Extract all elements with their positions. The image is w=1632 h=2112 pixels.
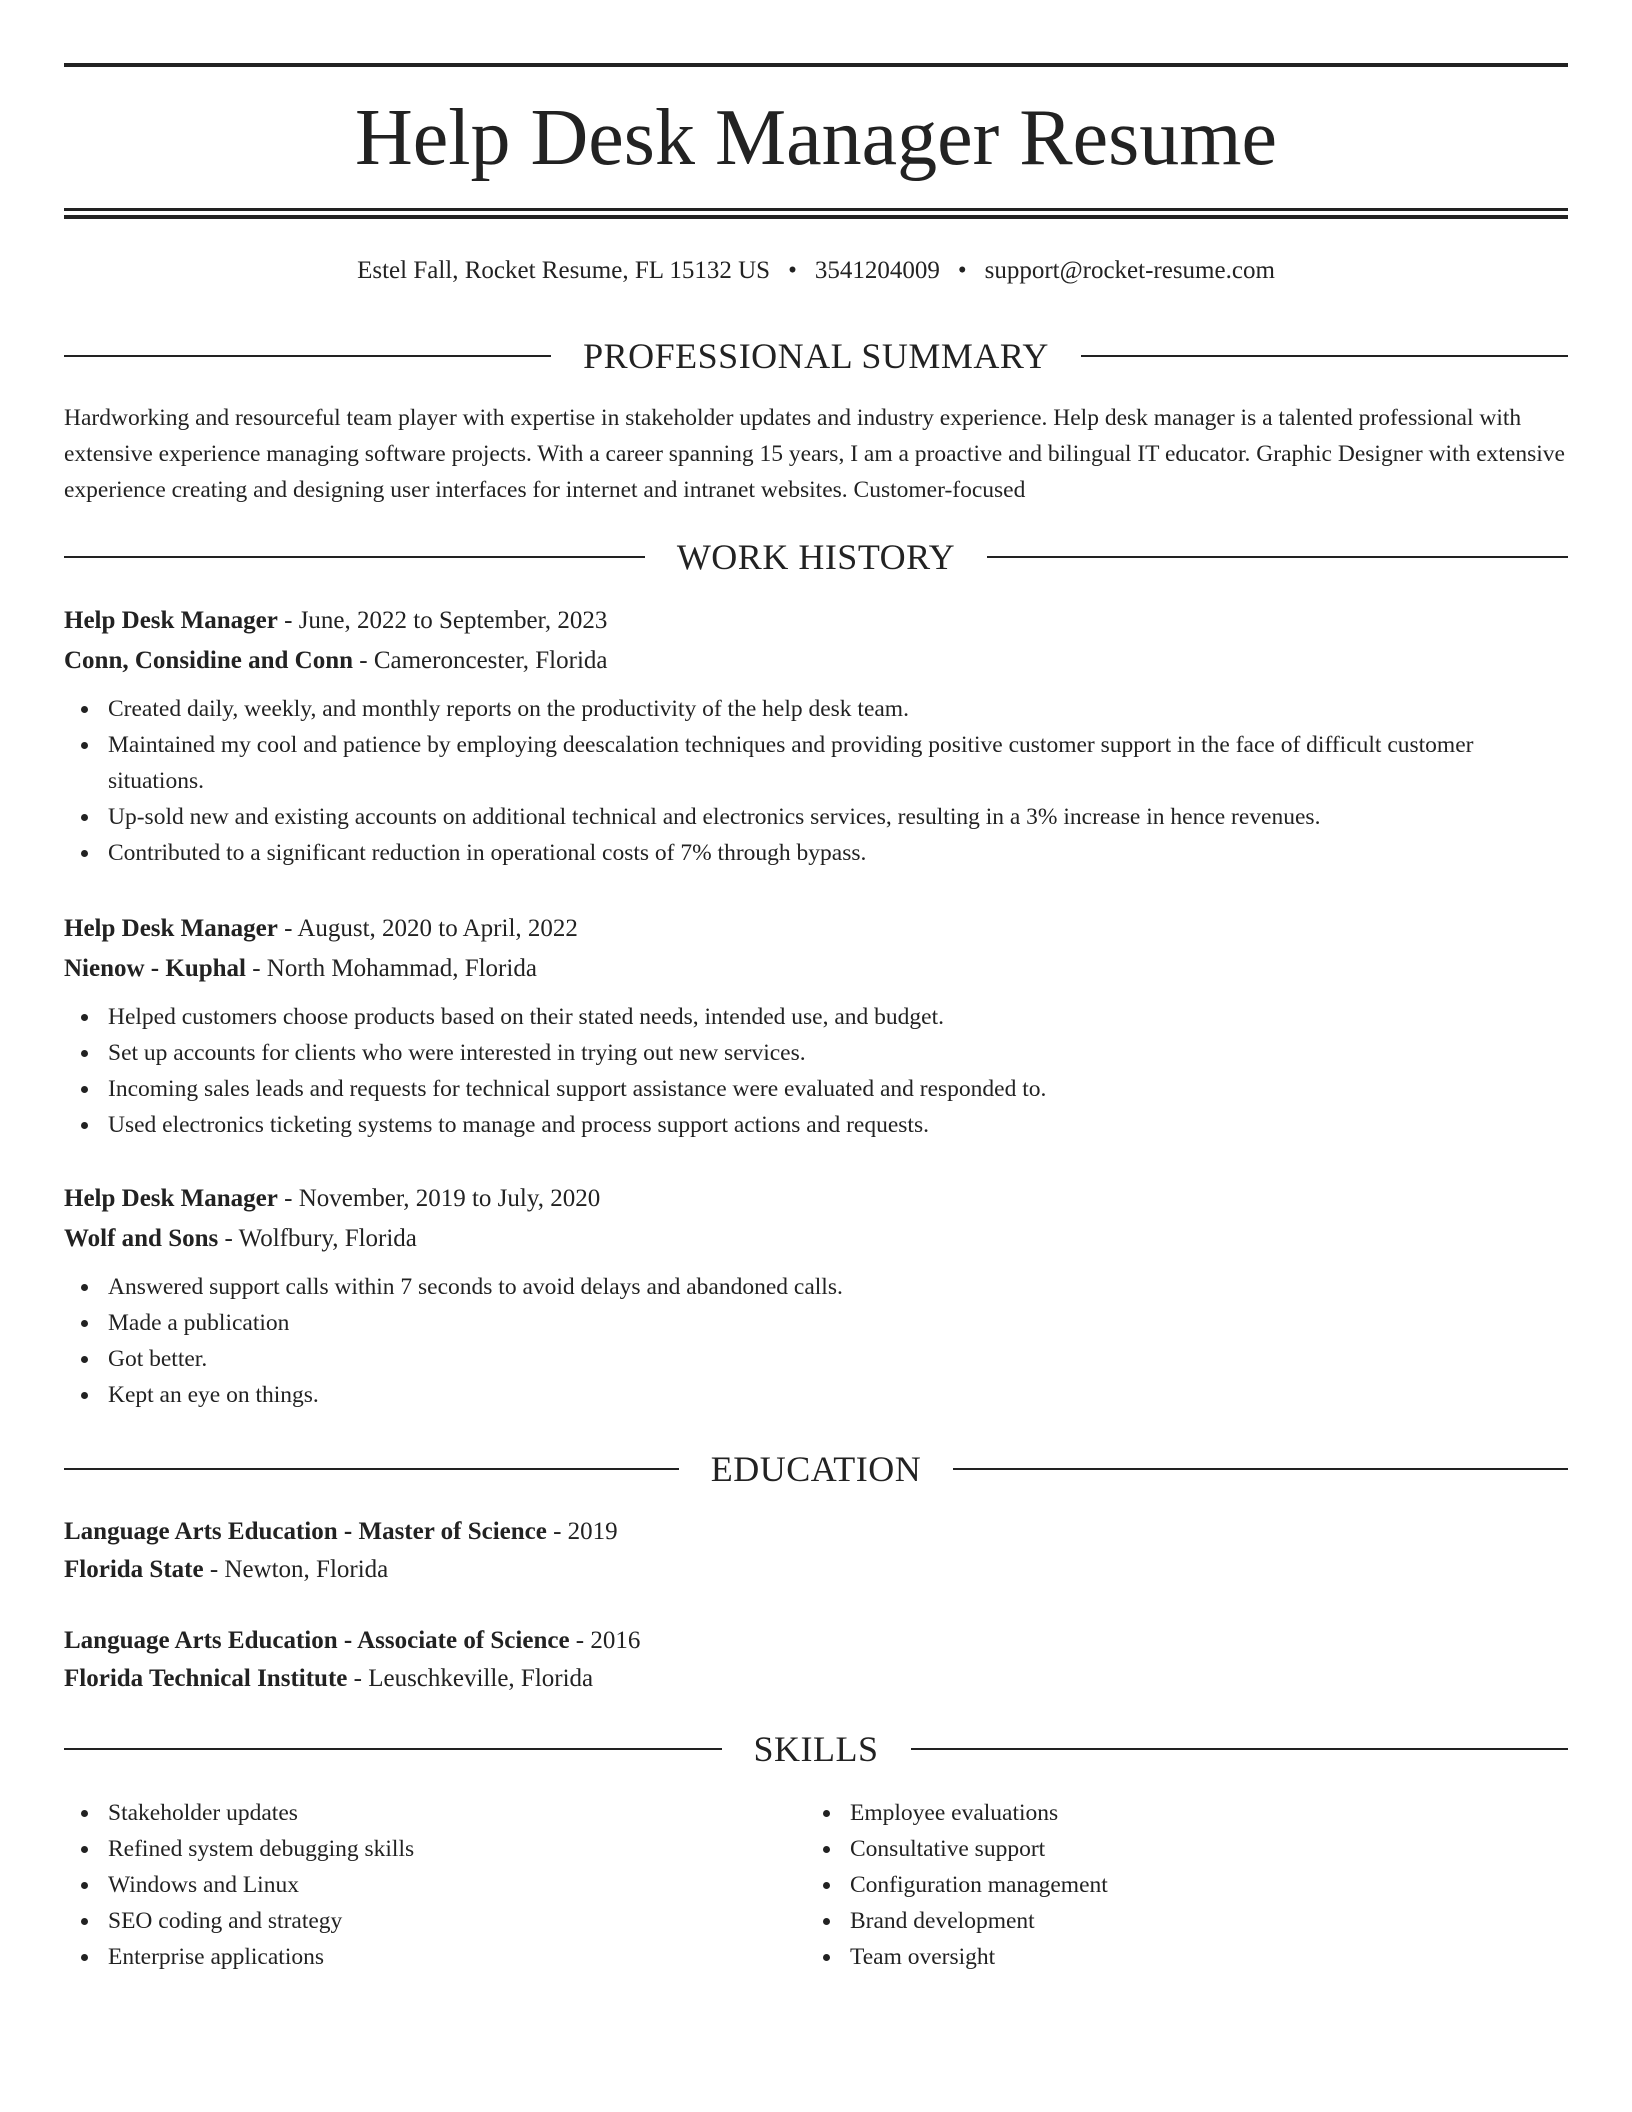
list-item: Got better.: [64, 1341, 1568, 1377]
skills-list: [64, 1795, 1568, 1975]
list-item: Consultative support: [806, 1831, 1548, 1867]
education-entry: [64, 1622, 1568, 1698]
section-title: WORK HISTORY: [676, 537, 956, 577]
section-rule-right: [987, 556, 1568, 558]
job-company-line: [64, 1219, 1568, 1259]
section-rule-right: [953, 1468, 1568, 1470]
education-degree: Language Arts Education - Associate of Science: [64, 1627, 570, 1654]
job-entry: [64, 909, 1568, 1143]
education-degree: Language Arts Education - Master of Science: [64, 1518, 547, 1545]
section-heading-work: [64, 535, 1568, 579]
job-title: Help Desk Manager: [64, 607, 278, 634]
header-top-rule: [64, 63, 1568, 67]
job-dates: - August, 2020 to April, 2022: [277, 915, 578, 942]
list-item: Kept an eye on things.: [64, 1377, 1568, 1413]
section-rule-left: [64, 355, 551, 357]
list-item: Windows and Linux: [64, 1867, 806, 1903]
job-company: Conn, Considine and Conn: [64, 647, 354, 674]
job-bullets: [64, 1269, 1568, 1413]
job-company-line: [64, 641, 1568, 681]
education-school-line: [64, 1660, 1568, 1698]
job-dates: - June, 2022 to September, 2023: [277, 607, 608, 634]
list-item: Answered support calls within 7 seconds to avoid delays and abandoned calls.: [64, 1269, 1568, 1305]
job-title-line: [64, 1179, 1568, 1219]
job-bullets: [64, 691, 1568, 871]
education-school-line: [64, 1551, 1568, 1589]
education-degree-line: [64, 1513, 1568, 1551]
job-dates: - November, 2019 to July, 2020: [277, 1185, 601, 1212]
section-rule-right: [1081, 355, 1568, 357]
list-item: Incoming sales leads and requests for technical support assistance were evaluated and responded to.: [64, 1071, 1568, 1107]
education-school: Florida Technical Institute: [64, 1665, 348, 1692]
job-company: Nienow - Kuphal: [64, 955, 246, 982]
section-rule-left: [64, 1748, 722, 1750]
education-school: Florida State: [64, 1556, 204, 1583]
list-item: Contributed to a significant reduction in operational costs of 7% through bypass.: [64, 835, 1568, 871]
skills-column-left: [64, 1795, 806, 1975]
education-location: - Leuschkeville, Florida: [347, 1665, 594, 1692]
job-location: - Cameroncester, Florida: [353, 647, 608, 674]
section-title: PROFESSIONAL SUMMARY: [583, 336, 1049, 376]
summary-text: Hardworking and resourceful team player with expertise in stakeholder updates and industry experience. Help desk manager is a talented professional with extensive experience managing software projects. With a career spanning 15 years, I am a proactive and bilingual IT educator. Graphic Designer with extensive experience creating and designing user interfaces for internet and intranet websites. Customer-focused: [64, 405, 1565, 503]
list-item: Maintained my cool and patience by employing deescalation techniques and providing positive customer support in the face of difficult customer situations.: [64, 727, 1568, 799]
list-item: Stakeholder updates: [64, 1795, 806, 1831]
section-rule-right: [911, 1748, 1569, 1750]
list-item: Set up accounts for clients who were interested in trying out new services.: [64, 1035, 1568, 1071]
contact-line: [64, 255, 1568, 287]
education-entry: [64, 1513, 1568, 1589]
job-title-line: [64, 601, 1568, 641]
list-item: Configuration management: [806, 1867, 1548, 1903]
section-heading-skills: [64, 1727, 1568, 1771]
section-title: SKILLS: [753, 1729, 879, 1769]
page-title: Help Desk Manager Resume: [355, 94, 1277, 182]
list-item: Enterprise applications: [64, 1939, 806, 1975]
education-location: - Newton, Florida: [203, 1556, 389, 1583]
header-double-rule-lower: [64, 215, 1568, 219]
contact-address: Estel Fall, Rocket Resume, FL 15132 US: [357, 257, 771, 284]
job-company: Wolf and Sons: [64, 1225, 219, 1252]
job-company-line: [64, 949, 1568, 989]
education-degree-line: [64, 1622, 1568, 1660]
section-heading-summary: [64, 334, 1568, 378]
list-item: Created daily, weekly, and monthly reports on the productivity of the help desk team.: [64, 691, 1568, 727]
job-title: Help Desk Manager: [64, 915, 278, 942]
header-double-rule-upper: [64, 208, 1568, 211]
education-year: - 2019: [546, 1518, 618, 1545]
list-item: Used electronics ticketing systems to manage and process support actions and requests.: [64, 1107, 1568, 1143]
contact-separator: •: [957, 257, 967, 284]
list-item: Made a publication: [64, 1305, 1568, 1341]
skills-column-right: [806, 1795, 1548, 1975]
section-title: EDUCATION: [710, 1449, 922, 1489]
section-rule-left: [64, 556, 645, 558]
list-item: Up-sold new and existing accounts on additional technical and electronics services, resulting in a 3% increase in hence revenues.: [64, 799, 1568, 835]
list-item: Helped customers choose products based on their stated needs, intended use, and budget.: [64, 999, 1568, 1035]
section-rule-left: [64, 1468, 679, 1470]
list-item: Refined system debugging skills: [64, 1831, 806, 1867]
job-location: - North Mohammad, Florida: [245, 955, 537, 982]
list-item: Brand development: [806, 1903, 1548, 1939]
list-item: SEO coding and strategy: [64, 1903, 806, 1939]
contact-phone: 3541204009: [814, 257, 940, 284]
contact-separator: •: [788, 257, 797, 284]
job-location: - Wolfbury, Florida: [218, 1225, 417, 1252]
section-heading-education: [64, 1447, 1568, 1491]
job-title-line: [64, 909, 1568, 949]
job-entry: [64, 601, 1568, 871]
contact-email: support@rocket-resume.com: [984, 257, 1275, 284]
list-item: Team oversight: [806, 1939, 1548, 1975]
job-bullets: [64, 999, 1568, 1143]
list-item: Employee evaluations: [806, 1795, 1548, 1831]
job-entry: [64, 1179, 1568, 1413]
job-title: Help Desk Manager: [64, 1185, 278, 1212]
education-year: - 2016: [569, 1627, 641, 1654]
